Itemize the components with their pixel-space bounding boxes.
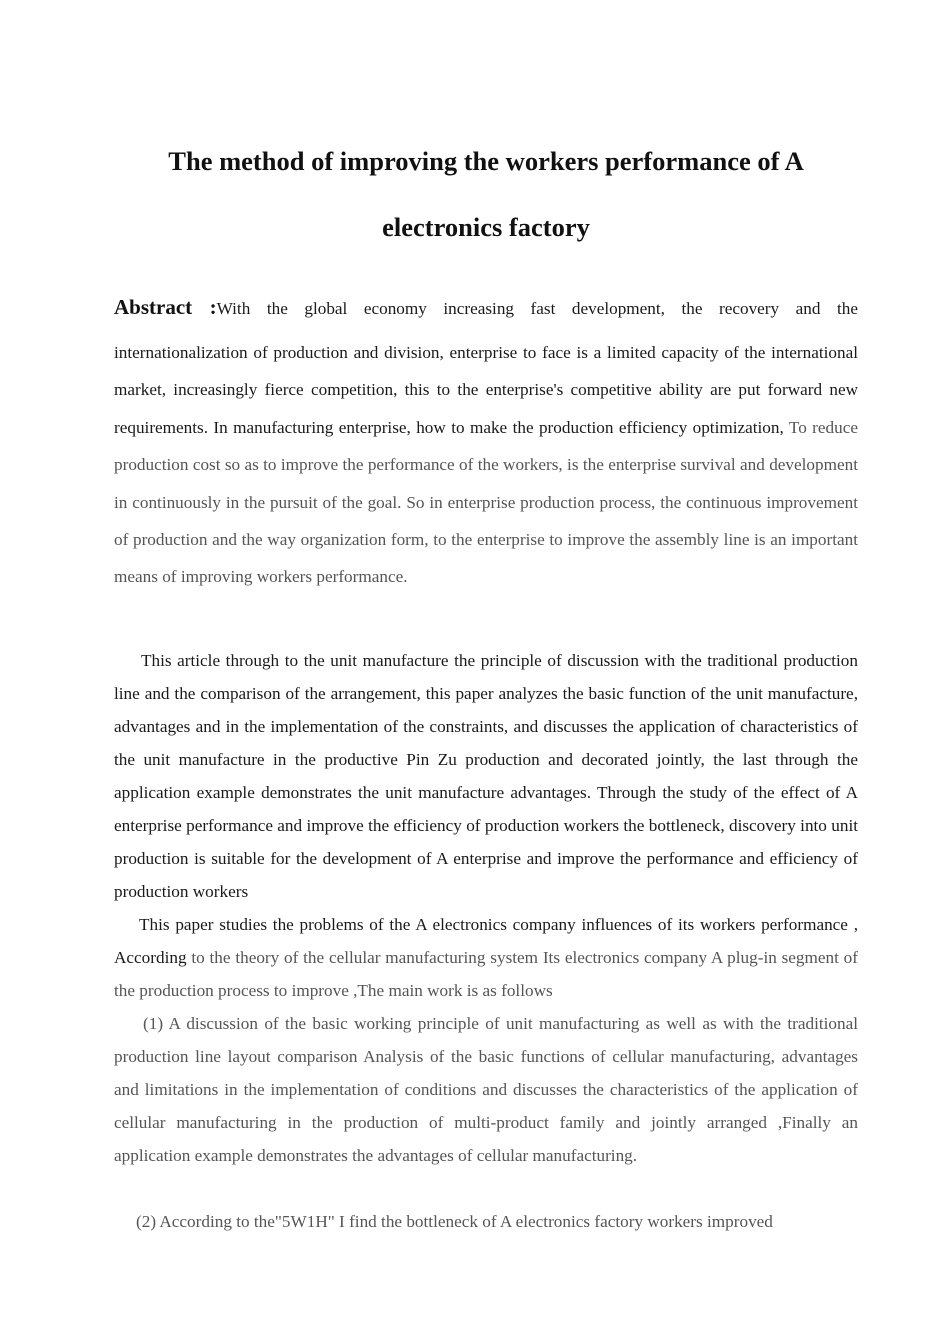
abstract-intro-text: With the global economy increasing fast development, the recovery and the — [216, 299, 858, 318]
document-title — [100, 128, 872, 260]
paragraph-1: This article through to the unit manufacture the principle of discussion with the traditional production line and the comparison of the arrangement, this paper analyzes the basic function of the unit manufacture, advantages and in the implementation of the constraints, and discusses the application of characteristics of the unit manufacture in the productive Pin Zu production and decorated jointly, the last through the application example demonstrates the unit manufacture advantages. Through the study of the effect of A enterprise performance and improve the efficiency of production workers the bottleneck, discovery into unit production is suitable for the development of A enterprise and improve the performance and efficiency of production workers — [114, 651, 858, 901]
title-line-1: The method of improving the workers performance of A — [168, 146, 804, 176]
paragraph-2-grey: to the theory of the cellular manufacturing system Its electronics company A plug-in segment of the production process to improve ,The main work is as follows — [114, 948, 859, 1000]
paragraph-3: (1) A discussion of the basic working principle of unit manufacturing as well as with the traditional production line layout comparison Analysis of the basic functions of cellular manufacturing, advantages and limitations in the implementation of conditions and discusses the characteristics of the application of cellular manufacturing in the production of multi-product family and jointly arranged ,Finally an application example demonstrates the advantages of cellular manufacturing. — [114, 1014, 858, 1165]
abstract-body-grey: To reduce production cost so as to improve the performance of the workers, is the enterprise survival and development in continuously in the pursuit of the goal. So in enterprise production process, the continuous improvement of production and the way organization form, to the enterprise to improve the assembly line is an important means of improving workers performance. — [114, 417, 858, 587]
paragraph-4: (2) According to the"5W1H" I find the bottleneck of A electronics factory workers improved — [136, 1212, 773, 1231]
title-line-2: electronics factory — [382, 212, 590, 242]
paragraph-2-dark: This paper studies the problems of the A electronics company influences of its workers performance , According — [114, 915, 858, 967]
abstract-block — [114, 288, 858, 596]
abstract-first-line — [114, 288, 858, 328]
paragraph-2 — [114, 908, 858, 1007]
abstract-body-dark: internationalization of production and division, enterprise to face is a limited capacity of the international market, increasingly fierce competition, this to the enterprise's competitive ability are put forward new requirements. In manufacturing enterprise, how to make the production efficiency optimization, — [114, 343, 858, 437]
abstract-body — [114, 334, 858, 596]
abstract-label: Abstract : — [114, 295, 217, 319]
